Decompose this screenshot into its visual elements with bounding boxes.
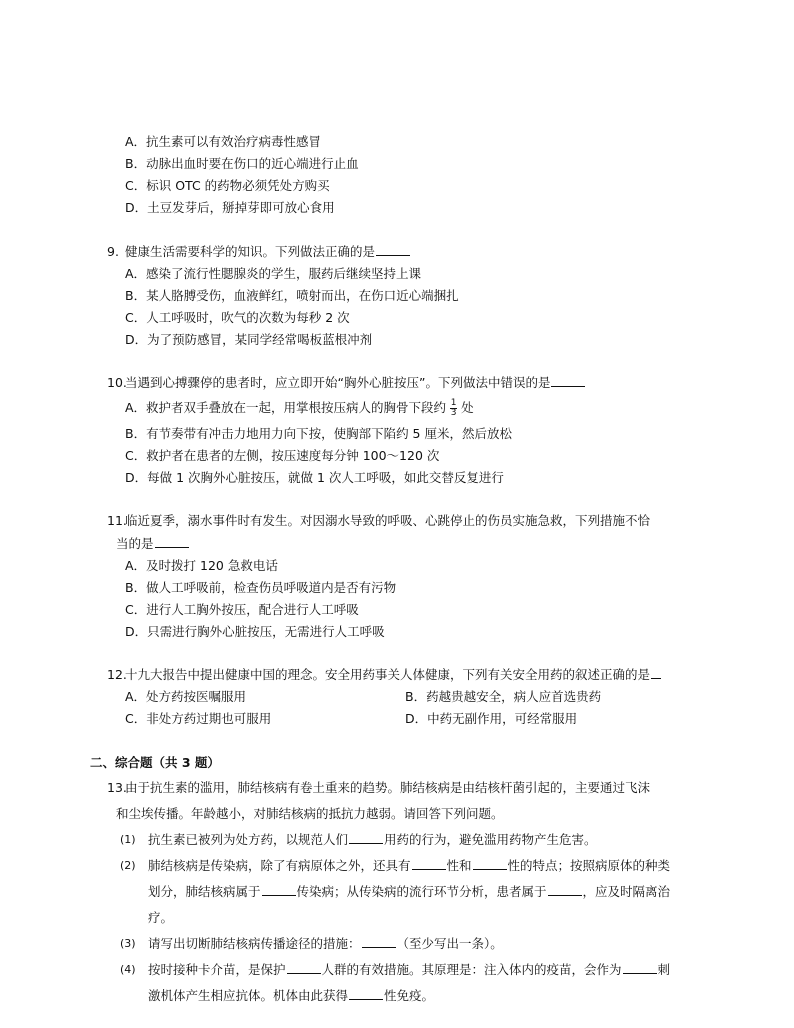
q10-option-b: B．有节奏带有冲击力地用力向下按，使胸部下陷约 5 厘米，然后放松 — [125, 426, 512, 441]
answer-blank[interactable] — [548, 883, 582, 896]
q10-option-a — [125, 399, 474, 418]
q12-option-a: A．处方药按医嘱服用 — [125, 689, 247, 704]
q9-option-b: B．某人胳膊受伤，血液鲜红，喷射而出，在伤口近心端捆扎 — [125, 288, 459, 303]
q9-stem-text: 健康生活需要科学的知识。下列做法正确的是 — [125, 244, 376, 259]
q13-sub2-text-a: 肺结核病是传染病，除了有病原体之外，还具有 — [148, 858, 411, 873]
q10-option-c: C．救护者在患者的左侧，按压速度每分钟 100～120 次 — [125, 448, 440, 463]
q13-stem-line2: 和尘埃传播。年龄越小，对肺结核病的抵抗力越弱。请回答下列问题。 — [116, 806, 504, 821]
q13-sub2-text-d: 划分，肺结核病属于 — [148, 884, 261, 899]
q13-sub2-line2 — [148, 883, 670, 901]
q9-number: 9. — [107, 244, 119, 259]
answer-blank[interactable] — [473, 857, 507, 870]
q12-option-b: B．药越贵越安全，病人应首选贵药 — [405, 689, 602, 704]
q12-stem — [125, 666, 662, 684]
q8-option-c: C．标识 OTC 的药物必须凭处方购买 — [125, 178, 330, 193]
q13-sub4-text-a: 按时接种卡介苗，是保护 — [148, 962, 286, 977]
q13-sub1-text-a: 抗生素已被列为处方药，以规范人们 — [148, 832, 349, 847]
q13-sub1 — [148, 831, 597, 849]
answer-blank[interactable] — [262, 883, 296, 896]
q13-sub3 — [148, 935, 503, 953]
q10-number: 10. — [107, 375, 127, 390]
answer-blank[interactable] — [287, 961, 321, 974]
q12-stem-text: 十九大报告中提出健康中国的理念。安全用药事关人体健康，下列有关安全用药的叙述正确的是 — [125, 667, 651, 682]
q13-sub4-number: (4) — [120, 963, 136, 976]
q13-sub1-text-b: 用药的行为，避免滥用药物产生危害。 — [384, 832, 597, 847]
answer-blank[interactable] — [412, 857, 446, 870]
q13-sub4-text-c: 刺 — [657, 962, 671, 977]
q13-sub4-text-b: 人群的有效措施。其原理是：注入体内的疫苗，会作为 — [321, 962, 622, 977]
q11-stem-line2 — [116, 535, 190, 553]
q13-sub1-number: (1) — [120, 833, 136, 846]
answer-blank[interactable] — [155, 535, 189, 548]
q11-option-b: B．做人工呼吸前，检查伤员呼吸道内是否有污物 — [125, 580, 397, 595]
fraction-numerator: 1 — [450, 398, 457, 408]
q11-option-a: A．及时拨打 120 急救电话 — [125, 558, 278, 573]
q9-stem — [125, 243, 411, 261]
q13-sub4-text-d: 激机体产生相应抗体。机体由此获得 — [148, 988, 349, 1003]
q13-stem-line1: 由于抗生素的滥用，肺结核病有卷土重来的趋势。肺结核病是由结核杆菌引起的，主要通过飞沫 — [125, 780, 651, 795]
q13-sub3-text-a: 请写出切断肺结核病传播途径的措施： — [148, 936, 361, 951]
q13-sub2-text-c: 性的特点；按照病原体的种类 — [507, 858, 671, 873]
answer-blank[interactable] — [362, 935, 396, 948]
q9-option-c: C．人工呼吸时，吹气的次数为每秒 2 次 — [125, 310, 350, 325]
q13-sub2-number: (2) — [120, 859, 136, 872]
q10-option-d: D．每做 1 次胸外心脏按压，就做 1 次人工呼吸，如此交替反复进行 — [125, 470, 504, 485]
q10-stem-text: 当遇到心搏骤停的患者时，应立即开始“胸外心脏按压”。下列做法中错误的是 — [125, 375, 551, 390]
answer-blank[interactable] — [623, 961, 657, 974]
q12-number: 12. — [107, 667, 127, 682]
answer-blank[interactable] — [349, 831, 383, 844]
q13-sub2-line3: 疗。 — [148, 910, 174, 925]
answer-blank[interactable] — [349, 987, 383, 1000]
q13-sub3-number: (3) — [120, 937, 136, 950]
q10-option-a-text: A．救护者双手叠放在一起，用掌根按压病人的胸骨下段约 — [125, 400, 447, 415]
answer-blank[interactable] — [376, 243, 410, 256]
q11-number: 11. — [107, 513, 127, 528]
q11-option-c: C．进行人工胸外按压，配合进行人工呼吸 — [125, 602, 359, 617]
q12-option-d: D．中药无副作用，可经常服用 — [405, 711, 578, 726]
q13-sub2-text-f: ，应及时隔离治 — [582, 884, 671, 899]
answer-blank[interactable] — [651, 666, 661, 679]
q13-number: 13. — [107, 780, 127, 795]
q9-option-a: A．感染了流行性腮腺炎的学生，服药后继续坚持上课 — [125, 266, 422, 281]
q11-stem-line2-text: 当的是 — [116, 536, 154, 551]
q13-sub4-line2 — [148, 987, 434, 1005]
section-heading: 二、综合题（共 3 题） — [90, 755, 220, 770]
fraction-one-third — [450, 399, 457, 418]
q10-stem — [125, 374, 586, 392]
q12-option-c: C．非处方药过期也可服用 — [125, 711, 272, 726]
fraction-denominator: 3 — [450, 408, 457, 418]
q13-sub2-line1 — [148, 857, 670, 875]
q11-stem-line1: 临近夏季，溺水事件时有发生。对因溺水导致的呼吸、心跳停止的伤员实施急救，下列措施不恰 — [125, 513, 651, 528]
q13-sub4-text-e: 性免疫。 — [384, 988, 435, 1003]
answer-blank[interactable] — [551, 374, 585, 387]
q13-sub3-text-b: （至少写出一条）。 — [396, 936, 503, 951]
q9-option-d: D．为了预防感冒，某同学经常喝板蓝根冲剂 — [125, 332, 373, 347]
q8-option-d: D．土豆发芽后，掰掉芽即可放心食用 — [125, 200, 335, 215]
q10-option-a-tail: 处 — [461, 400, 474, 415]
q13-sub4-line1 — [148, 961, 670, 979]
q11-option-d: D．只需进行胸外心脏按压，无需进行人工呼吸 — [125, 624, 385, 639]
q8-option-b: B．动脉出血时要在伤口的近心端进行止血 — [125, 156, 359, 171]
q13-sub2-text-b: 性和 — [446, 858, 472, 873]
q13-sub2-text-e: 传染病；从传染病的流行环节分析，患者属于 — [296, 884, 547, 899]
q8-option-a: A．抗生素可以有效治疗病毒性感冒 — [125, 134, 322, 149]
